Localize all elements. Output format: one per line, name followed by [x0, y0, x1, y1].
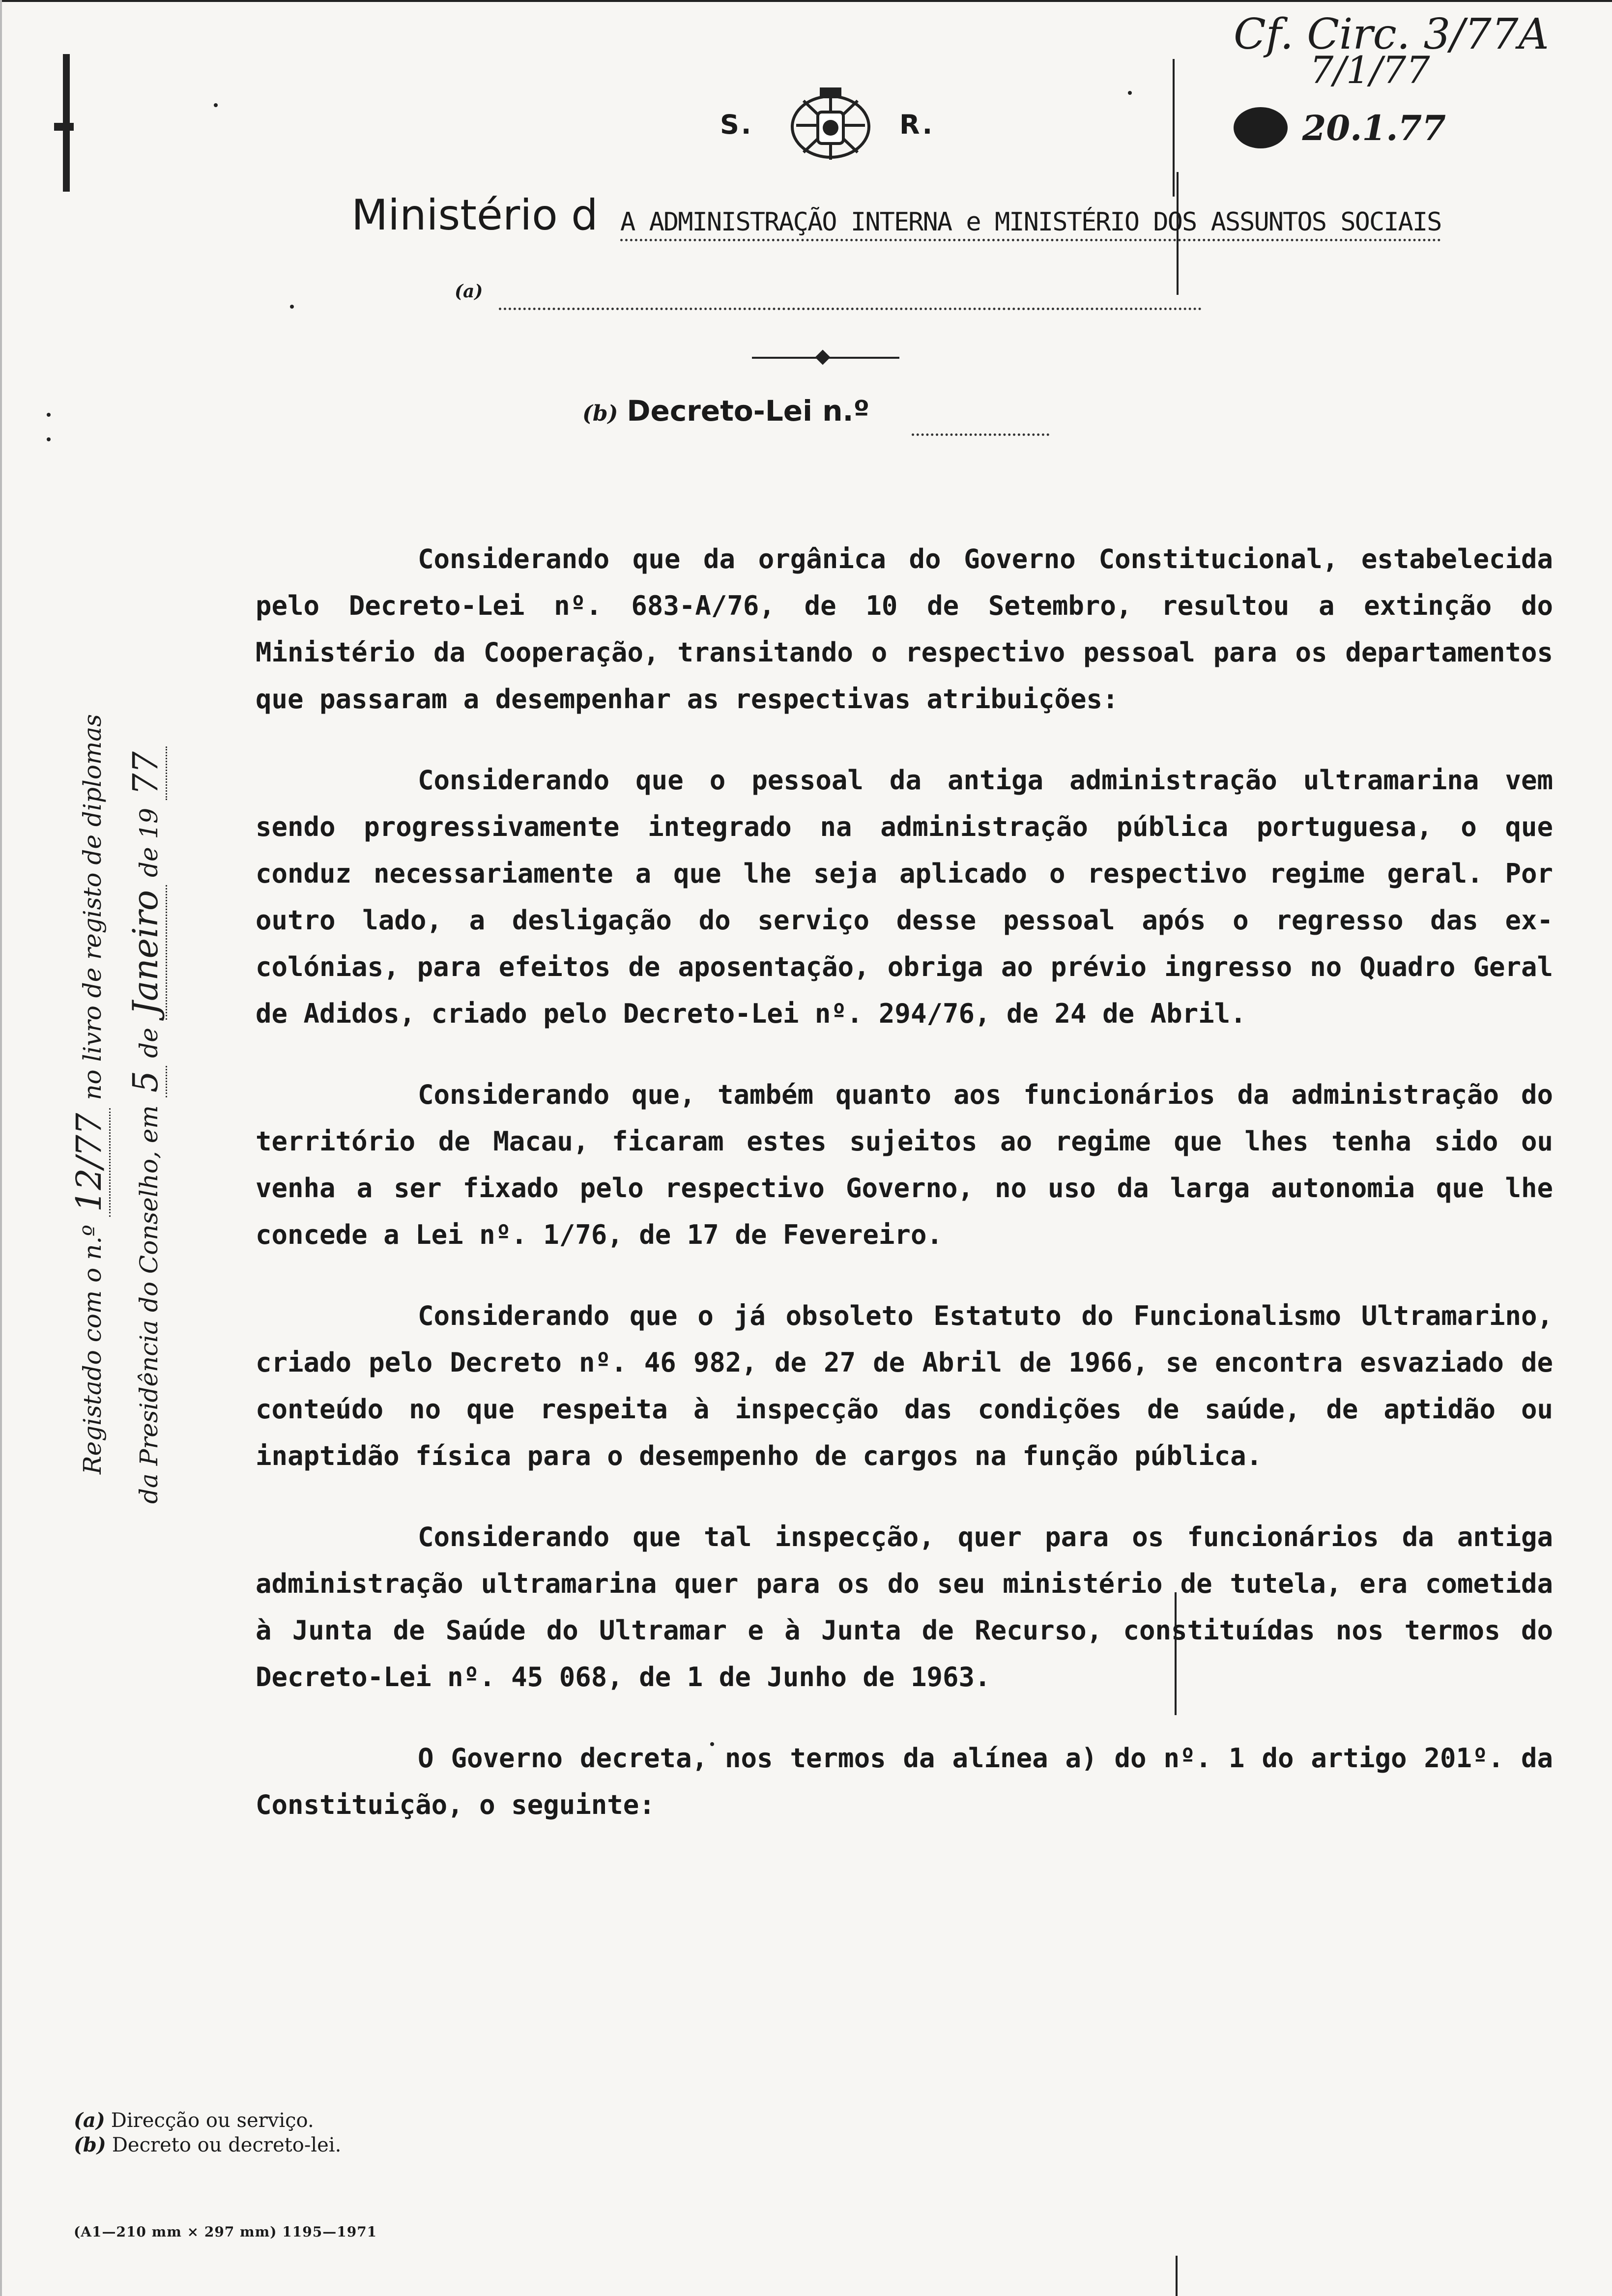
fold-line — [1173, 59, 1175, 197]
preamble-paragraph: Considerando que da orgânica do Governo Constitucional, estabelecida pelo Decreto-Lei nº. 683-A/76, de 10 de Setembro, resultou a extinção do Ministério da Cooperação, transitando o respectivo pessoal para os departamentos que passaram a desempenhar as respectivas atribuições: — [256, 544, 1553, 715]
handwritten-circular-date: 7/1/77 — [1310, 48, 1430, 92]
reg-year: 77 — [125, 746, 167, 800]
decree-number-line — [912, 433, 1049, 436]
registration-note-line2 — [125, 746, 166, 1504]
coat-of-arms-icon — [781, 84, 880, 169]
preamble-paragraph: Considerando que tal inspecção, quer para os funcionários da antiga administração ultramarina quer para os do seu ministério de tutela, era cometida à Junta de Saúde do Ultramar e à Junta de Recurso, constituídas nos termos do Decreto-Lei nº. 45 068, de 1 de Junho de 1963. — [256, 1521, 1553, 1693]
speck — [47, 413, 51, 417]
decree-enactment-paragraph: O Governo decreta, nos termos da alínea a) do nº. 1 do artigo 201º. da Constituição, o seguinte: — [256, 1743, 1553, 1820]
registry-stamp — [1234, 107, 1446, 148]
footnote-marker: (b) — [74, 2133, 106, 2156]
handwritten-registry-number: 20.1.77 — [1302, 107, 1446, 148]
speck — [1128, 91, 1132, 95]
field-a-line — [499, 308, 1202, 310]
preamble-body — [256, 536, 1553, 1863]
decree-marker: (b) — [582, 401, 618, 426]
preamble-paragraph: Considerando que, também quanto aos funcionários da administração do território de Macau, ficaram estes sujeitos ao regime que lhes tenha sido ou venha a ser fixado pelo respectivo Governo, no uso da larga autonomia que lhe concede a Lei nº. 1/76, de 17 de Fevereiro. — [256, 1079, 1553, 1250]
footnotes — [74, 2108, 341, 2157]
reg-month-prefix: de — [135, 1028, 163, 1058]
footnote-b — [74, 2133, 341, 2157]
speck — [47, 437, 51, 441]
page-top-edge — [0, 0, 1612, 2]
header-r-letter: R. — [899, 109, 935, 140]
page-left-edge — [0, 0, 2, 2296]
form-code: (A1—210 mm × 297 mm) 1195—1971 — [74, 2224, 377, 2240]
footnote-text: Decreto ou decreto-lei. — [112, 2134, 342, 2156]
preamble-paragraph: Considerando que o pessoal da antiga administração ultramarina vem sendo progressivamente integrado na administração pública portuguesa, o que conduz necessariamente a que lhe seja aplicado o respectivo regime geral. Por outro lado, a desligação do serviço desse pessoal após o regresso das ex-colónias, para efeitos de aposentação, obriga ao prévio ingresso no Quadro Geral de Adidos, criado pelo Decreto-Lei nº. 294/76, de 24 de Abril. — [256, 765, 1553, 1029]
stamp-circle-icon — [1234, 107, 1288, 148]
ministry-name: A ADMINISTRAÇÃO INTERNA e MINISTÉRIO DOS ASSUNTOS SOCIAIS — [620, 207, 1441, 241]
ministry-prefix: Ministério d — [351, 191, 598, 240]
footnote-text: Direcção ou serviço. — [111, 2109, 314, 2132]
fold-line — [1176, 2256, 1178, 2296]
header-s-letter: S. — [720, 109, 753, 140]
reg-suffix: no livro de registo de diplomas — [78, 714, 107, 1100]
speck — [214, 103, 218, 107]
reg-day: 5 — [125, 1066, 167, 1098]
registration-note-line1 — [69, 714, 109, 1474]
reg-date-prefix: da Presidência do Conselho, em — [135, 1105, 163, 1504]
footnote-a — [74, 2108, 341, 2133]
reg-number: 12/77 — [69, 1108, 111, 1217]
reg-month: Janeiro — [125, 885, 167, 1020]
reg-year-prefix: de 19 — [135, 807, 163, 878]
preamble-paragraph: Considerando que o já obsoleto Estatuto do Funcionalismo Ultramarino, criado pelo Decreto nº. 46 982, de 27 de Abril de 1966, se encontra esvaziado de conteúdo no que respeita à inspecção das condições de saúde, de aptidão ou inaptidão física para o desempenho de cargos na função pública. — [256, 1300, 1553, 1471]
reg-prefix: Registado com o n.º — [78, 1225, 107, 1474]
decree-label: Decreto-Lei n.º — [627, 394, 870, 428]
footnote-marker: (a) — [74, 2109, 105, 2132]
punch-mark — [54, 123, 74, 131]
field-a-marker: (a) — [455, 281, 483, 302]
separator-diamond-icon — [815, 349, 830, 365]
speck — [290, 305, 294, 309]
decree-heading — [582, 394, 869, 428]
handwritten-circular-ref: Cf. Circ. 3/77A — [1234, 10, 1549, 59]
